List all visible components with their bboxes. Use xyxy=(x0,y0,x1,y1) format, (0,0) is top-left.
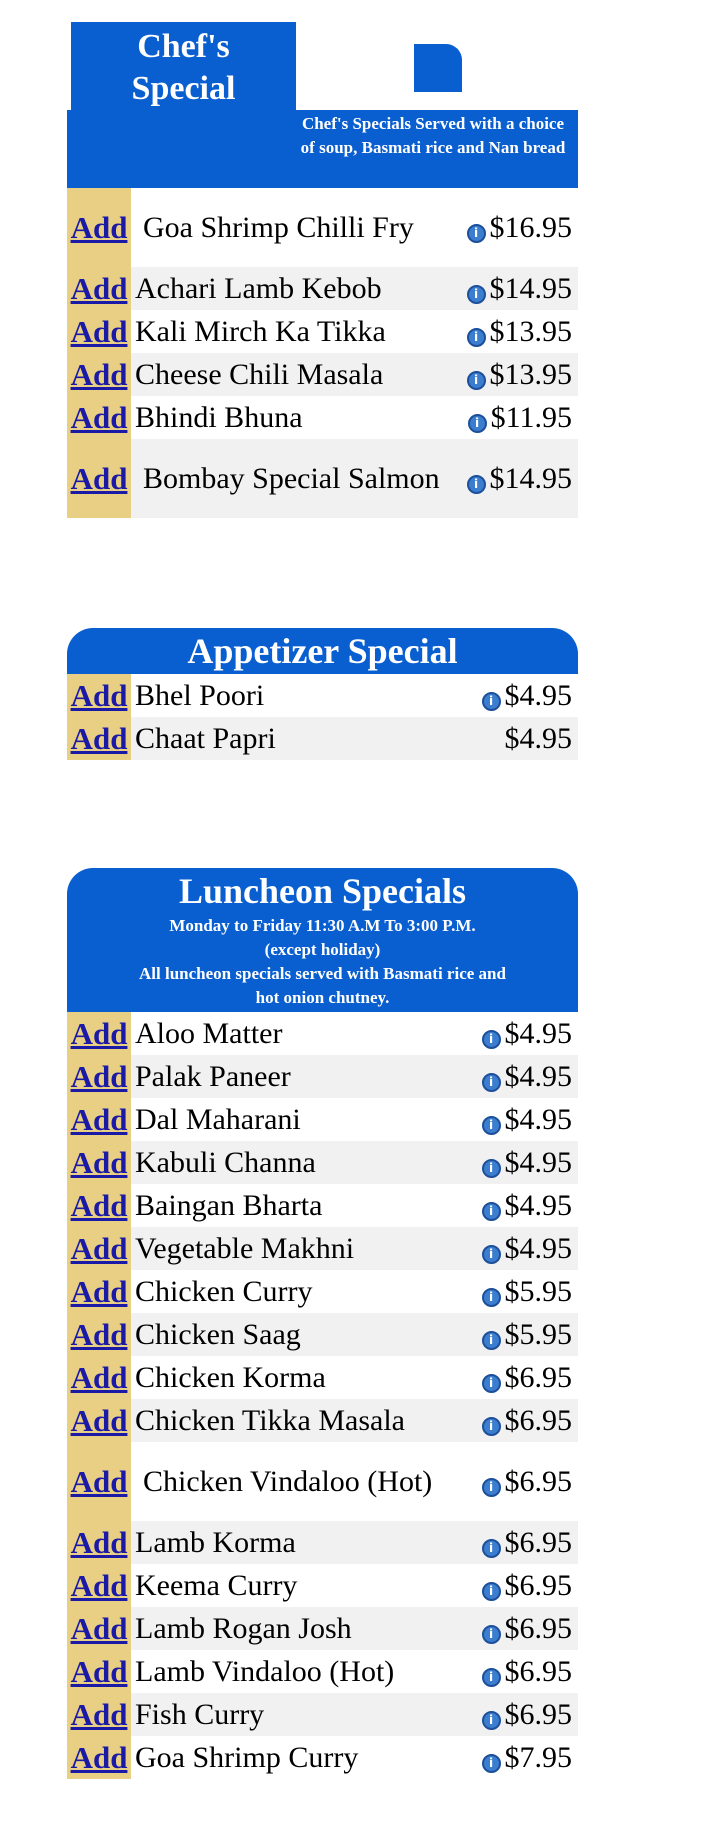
add-cell xyxy=(67,1227,131,1270)
add-cell xyxy=(67,1098,131,1141)
header-decoration xyxy=(414,44,462,92)
item-name-cell xyxy=(131,267,462,310)
add-cell xyxy=(67,439,131,518)
item-price: $4.95 xyxy=(504,721,572,755)
menu-item-row xyxy=(67,1564,578,1607)
menu-item-row xyxy=(67,1184,578,1227)
item-name-cell xyxy=(131,1564,462,1607)
add-link[interactable]: Add xyxy=(70,678,128,713)
chef-special-header xyxy=(67,22,578,188)
item-name: Achari Lamb Kebob xyxy=(135,272,382,305)
add-cell xyxy=(67,1270,131,1313)
menu-item-row xyxy=(67,1141,578,1184)
add-cell xyxy=(67,1736,131,1779)
price-cell xyxy=(462,1012,578,1055)
menu-item-row xyxy=(67,310,578,353)
item-name: Aloo Matter xyxy=(135,1017,283,1050)
item-name: Bhel Poori xyxy=(135,679,265,712)
item-name-cell xyxy=(131,1055,462,1098)
item-price: $13.95 xyxy=(489,314,572,348)
item-price: $5.95 xyxy=(504,1317,572,1351)
add-link[interactable]: Add xyxy=(70,1016,128,1051)
item-name-cell xyxy=(131,1184,462,1227)
menu-item-row xyxy=(67,188,578,267)
item-name: Goa Shrimp Curry xyxy=(135,1741,359,1774)
item-name-cell xyxy=(131,1607,462,1650)
item-price: $6.95 xyxy=(504,1697,572,1731)
item-name: Chaat Papri xyxy=(135,722,276,755)
menu-item-row xyxy=(67,1270,578,1313)
item-price: $4.95 xyxy=(504,1059,572,1093)
add-cell xyxy=(67,1650,131,1693)
item-name-cell xyxy=(131,674,462,717)
price-cell xyxy=(462,1564,578,1607)
info-icon[interactable]: i xyxy=(467,328,486,347)
item-price: $11.95 xyxy=(490,400,572,434)
info-icon[interactable]: i xyxy=(482,1374,501,1393)
price-cell xyxy=(462,188,578,267)
appetizer-special-list xyxy=(67,674,578,760)
item-name: Goa Shrimp Chilli Fry xyxy=(143,211,414,244)
info-icon[interactable]: i xyxy=(482,1331,501,1350)
item-name: Chicken Tikka Masala xyxy=(135,1404,405,1437)
info-icon[interactable]: i xyxy=(467,285,486,304)
price-cell xyxy=(462,717,578,760)
item-price: $4.95 xyxy=(504,1016,572,1050)
item-price: $6.95 xyxy=(504,1360,572,1394)
menu-item-row xyxy=(67,717,578,760)
info-icon[interactable]: i xyxy=(482,1539,501,1558)
add-link[interactable]: Add xyxy=(70,461,128,496)
add-cell xyxy=(67,1356,131,1399)
add-cell xyxy=(67,353,131,396)
chef-special-note: Chef's Specials Served with a choice of soup, Basmati rice and Nan bread xyxy=(300,114,566,157)
price-cell xyxy=(462,1141,578,1184)
item-name-cell xyxy=(131,1141,462,1184)
add-cell xyxy=(67,1693,131,1736)
item-name: Chicken Saag xyxy=(135,1318,301,1351)
add-link[interactable]: Add xyxy=(70,357,128,392)
add-link[interactable]: Add xyxy=(70,1360,128,1395)
appetizer-special-header xyxy=(67,628,578,674)
add-link[interactable]: Add xyxy=(70,1274,128,1309)
item-price: $6.95 xyxy=(504,1525,572,1559)
luncheon-hours: Monday to Friday 11:30 A.M To 3:00 P.M. xyxy=(169,916,476,935)
price-cell xyxy=(462,1736,578,1779)
menu-item-row xyxy=(67,1442,578,1521)
item-name-cell xyxy=(131,1270,462,1313)
add-cell xyxy=(67,674,131,717)
item-name: Chicken Curry xyxy=(135,1275,313,1308)
chef-special-title-line1: Chef's xyxy=(137,28,230,65)
add-link[interactable]: Add xyxy=(70,1568,128,1603)
chef-special-title xyxy=(71,22,296,114)
item-price: $13.95 xyxy=(489,357,572,391)
item-price: $4.95 xyxy=(504,1145,572,1179)
item-price: $5.95 xyxy=(504,1274,572,1308)
price-cell xyxy=(462,396,578,439)
price-cell xyxy=(462,1442,578,1521)
info-icon[interactable]: i xyxy=(482,1582,501,1601)
item-name: Chicken Vindaloo (Hot) xyxy=(143,1465,433,1498)
item-name: Bombay Special Salmon xyxy=(143,462,440,495)
luncheon-specials-section xyxy=(67,868,578,1779)
add-cell xyxy=(67,1564,131,1607)
add-cell xyxy=(67,188,131,267)
menu-item-row xyxy=(67,353,578,396)
info-icon[interactable]: i xyxy=(482,1202,501,1221)
item-name: Chicken Korma xyxy=(135,1361,326,1394)
chef-special-band xyxy=(67,110,578,188)
luncheon-serving-note: All luncheon specials served with Basmati rice and hot onion chutney. xyxy=(139,964,506,1007)
price-cell xyxy=(462,1399,578,1442)
add-link[interactable]: Add xyxy=(70,1317,128,1352)
add-link[interactable]: Add xyxy=(70,314,128,349)
menu-item-row xyxy=(67,674,578,717)
menu-item-row xyxy=(67,1055,578,1098)
item-price: $7.95 xyxy=(504,1740,572,1774)
info-icon[interactable]: i xyxy=(468,414,487,433)
item-name: Vegetable Makhni xyxy=(135,1232,355,1265)
appetizer-special-section xyxy=(67,628,578,760)
info-icon[interactable]: i xyxy=(482,1668,501,1687)
info-icon[interactable]: i xyxy=(467,224,486,243)
price-cell xyxy=(462,1313,578,1356)
add-cell xyxy=(67,1055,131,1098)
chef-special-list xyxy=(67,188,578,518)
add-cell xyxy=(67,1184,131,1227)
menu-item-row xyxy=(67,1098,578,1141)
add-cell xyxy=(67,717,131,760)
add-link[interactable]: Add xyxy=(70,1697,128,1732)
menu-item-row xyxy=(67,396,578,439)
item-name: Bhindi Bhuna xyxy=(135,401,303,434)
price-cell xyxy=(462,1607,578,1650)
add-link[interactable]: Add xyxy=(70,1525,128,1560)
item-price: $4.95 xyxy=(504,1188,572,1222)
add-cell xyxy=(67,396,131,439)
menu-item-row xyxy=(67,1313,578,1356)
item-name-cell xyxy=(131,353,462,396)
luncheon-specials-list xyxy=(67,1012,578,1779)
item-name: Cheese Chili Masala xyxy=(135,358,384,391)
add-link[interactable]: Add xyxy=(70,1611,128,1646)
menu-item-row xyxy=(67,1521,578,1564)
menu-item-row xyxy=(67,267,578,310)
add-link[interactable]: Add xyxy=(70,271,128,306)
info-icon[interactable]: i xyxy=(482,1245,501,1264)
add-cell xyxy=(67,267,131,310)
info-icon[interactable]: i xyxy=(467,475,486,494)
item-name: Dal Maharani xyxy=(135,1103,301,1136)
item-name-cell xyxy=(131,1693,462,1736)
item-name-cell xyxy=(131,439,462,518)
add-link[interactable]: Add xyxy=(70,1188,128,1223)
item-price: $14.95 xyxy=(489,461,572,495)
add-cell xyxy=(67,1399,131,1442)
info-icon[interactable]: i xyxy=(482,1030,501,1049)
info-icon[interactable]: i xyxy=(482,1711,501,1730)
item-name-cell xyxy=(131,1356,462,1399)
item-price: $4.95 xyxy=(504,678,572,712)
item-price: $6.95 xyxy=(504,1568,572,1602)
item-name-cell xyxy=(131,1442,462,1521)
item-name-cell xyxy=(131,1313,462,1356)
add-link[interactable]: Add xyxy=(70,721,128,756)
price-cell xyxy=(462,439,578,518)
price-cell xyxy=(462,1098,578,1141)
price-cell xyxy=(462,674,578,717)
add-cell xyxy=(67,310,131,353)
item-name-cell xyxy=(131,310,462,353)
info-icon[interactable]: i xyxy=(482,1073,501,1092)
menu-item-row xyxy=(67,1607,578,1650)
add-cell xyxy=(67,1012,131,1055)
price-cell xyxy=(462,1227,578,1270)
item-name-cell xyxy=(131,188,462,267)
add-link[interactable]: Add xyxy=(70,400,128,435)
luncheon-specials-title: Luncheon Specials xyxy=(178,871,467,911)
price-cell xyxy=(462,1356,578,1399)
info-icon[interactable]: i xyxy=(482,1288,501,1307)
item-name: Baingan Bharta xyxy=(135,1189,323,1222)
item-price: $6.95 xyxy=(504,1654,572,1688)
item-name: Kabuli Channa xyxy=(135,1146,316,1179)
item-price: $4.95 xyxy=(504,1231,572,1265)
add-link[interactable]: Add xyxy=(70,1654,128,1689)
item-price: $4.95 xyxy=(504,1102,572,1136)
add-cell xyxy=(67,1313,131,1356)
add-link[interactable]: Add xyxy=(70,1403,128,1438)
menu-item-row xyxy=(67,1356,578,1399)
add-link[interactable]: Add xyxy=(70,1464,128,1499)
item-name: Palak Paneer xyxy=(135,1060,291,1093)
info-icon[interactable]: i xyxy=(482,1116,501,1135)
info-icon[interactable]: i xyxy=(467,371,486,390)
item-name-cell xyxy=(131,1736,462,1779)
menu-item-row xyxy=(67,1650,578,1693)
item-name-cell xyxy=(131,717,462,760)
luncheon-holiday-note: (except holiday) xyxy=(264,940,381,959)
item-name-cell xyxy=(131,1399,462,1442)
menu-item-row xyxy=(67,1227,578,1270)
item-name-cell xyxy=(131,1098,462,1141)
add-link[interactable]: Add xyxy=(70,1145,128,1180)
info-icon[interactable]: i xyxy=(482,1625,501,1644)
add-link[interactable]: Add xyxy=(70,1231,128,1266)
price-cell xyxy=(462,1055,578,1098)
add-link[interactable]: Add xyxy=(70,1102,128,1137)
price-cell xyxy=(462,1650,578,1693)
appetizer-special-title: Appetizer Special xyxy=(187,631,458,671)
menu-item-row xyxy=(67,1736,578,1779)
item-name: Keema Curry xyxy=(135,1569,298,1602)
add-link[interactable]: Add xyxy=(70,1059,128,1094)
menu-item-row xyxy=(67,1693,578,1736)
item-name: Lamb Vindaloo (Hot) xyxy=(135,1655,395,1688)
item-name: Fish Curry xyxy=(135,1698,265,1731)
menu-item-row xyxy=(67,1012,578,1055)
menu-item-row xyxy=(67,1399,578,1442)
price-cell xyxy=(462,1270,578,1313)
price-cell xyxy=(462,1521,578,1564)
item-name-cell xyxy=(131,1650,462,1693)
item-name-cell xyxy=(131,1521,462,1564)
chef-special-section xyxy=(67,22,578,518)
item-price: $16.95 xyxy=(489,210,572,244)
menu-item-row xyxy=(67,439,578,518)
luncheon-specials-header xyxy=(67,868,578,1012)
item-name-cell xyxy=(131,396,462,439)
add-link[interactable]: Add xyxy=(70,210,128,245)
add-cell xyxy=(67,1442,131,1521)
info-icon[interactable]: i xyxy=(482,1754,501,1773)
item-price: $6.95 xyxy=(504,1464,572,1498)
item-name: Lamb Korma xyxy=(135,1526,296,1559)
info-icon[interactable]: i xyxy=(482,1417,501,1436)
item-name: Lamb Rogan Josh xyxy=(135,1612,352,1645)
chef-special-title-line2: Special xyxy=(131,70,236,107)
price-cell xyxy=(462,1184,578,1227)
item-price: $6.95 xyxy=(504,1403,572,1437)
price-cell xyxy=(462,1693,578,1736)
info-icon[interactable]: i xyxy=(482,1478,501,1497)
item-name-cell xyxy=(131,1227,462,1270)
add-link[interactable]: Add xyxy=(70,1740,128,1775)
item-price: $14.95 xyxy=(489,271,572,305)
add-cell xyxy=(67,1521,131,1564)
item-price: $6.95 xyxy=(504,1611,572,1645)
price-cell xyxy=(462,267,578,310)
item-name-cell xyxy=(131,1012,462,1055)
add-cell xyxy=(67,1607,131,1650)
item-name: Kali Mirch Ka Tikka xyxy=(135,315,386,348)
add-cell xyxy=(67,1141,131,1184)
price-cell xyxy=(462,310,578,353)
info-icon[interactable]: i xyxy=(482,1159,501,1178)
price-cell xyxy=(462,353,578,396)
info-icon[interactable]: i xyxy=(482,692,501,711)
